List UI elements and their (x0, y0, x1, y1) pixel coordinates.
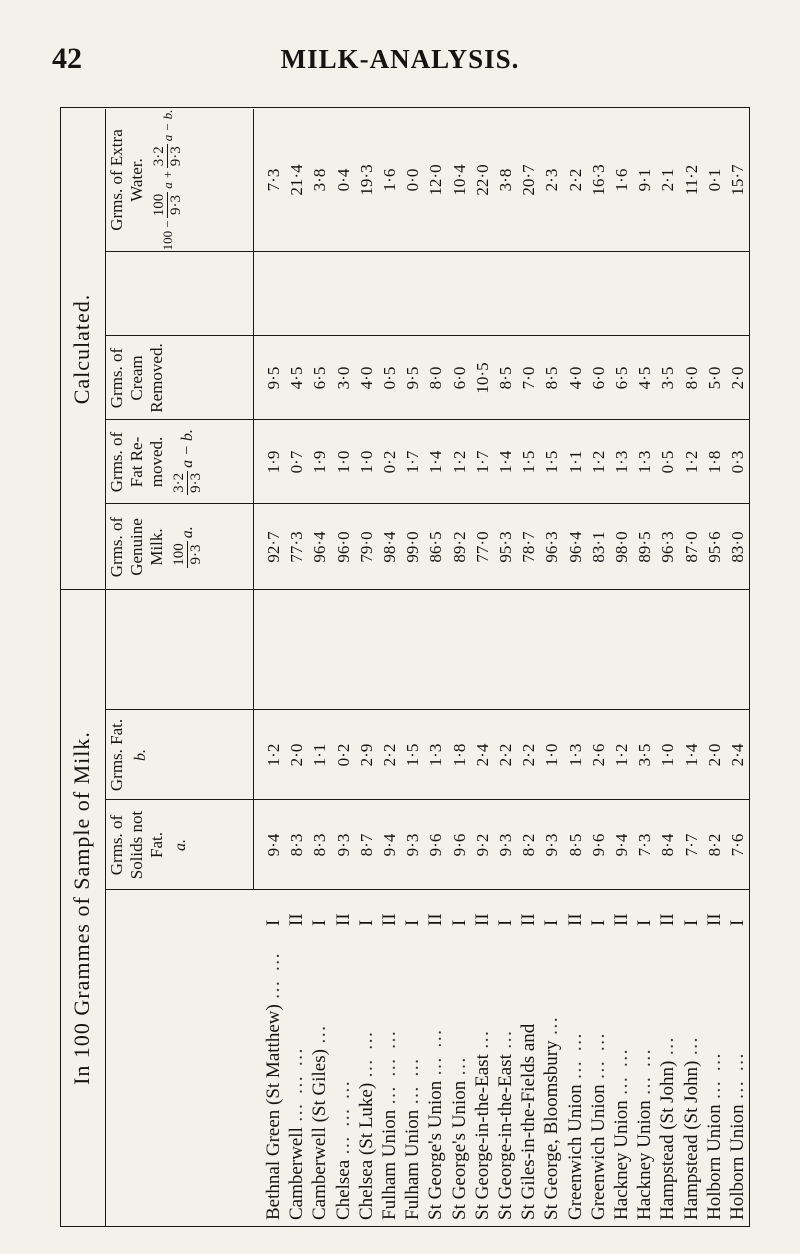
fat-value: 1·2 (612, 743, 631, 767)
genuine-milk-value: 99·0 (403, 531, 423, 563)
cream-removed-value: 6·0 (449, 366, 469, 390)
fat-value: 2·0 (287, 743, 307, 767)
district-name: Hampstead (St John) (657, 1060, 679, 1220)
fat-removed-value: 1·0 (333, 450, 353, 474)
solids-not-fat-value: 9·4 (264, 833, 283, 857)
cream-removed-value: 4·0 (356, 366, 376, 390)
fat-removed-value: 0·2 (380, 450, 399, 474)
fat-removed-value: 0·3 (728, 450, 747, 474)
table-row (679, 919, 705, 1220)
table-row (307, 919, 333, 1220)
fat-removed-value: 1·2 (588, 450, 608, 474)
table-row (655, 913, 681, 1220)
fat-removed-value: 1·8 (704, 450, 724, 474)
genuine-milk-value: 92·7 (264, 531, 283, 563)
genuine-milk-value: 95·6 (704, 531, 724, 563)
fat-removed-value: 1·2 (449, 450, 469, 474)
fat-removed-value: 1·7 (472, 450, 492, 474)
district-name: St George-in-the-East (495, 1054, 516, 1220)
district-name: Chelsea (St Luke) (355, 1082, 377, 1220)
district-name: St George's Union (425, 1080, 447, 1220)
cream-removed-value: 6·5 (310, 366, 330, 390)
page-number: 42 (52, 42, 82, 75)
cream-removed-value: 8·5 (496, 366, 515, 390)
district-name: Fulham Union (379, 1109, 400, 1220)
extra-water-value: 2·2 (565, 168, 585, 192)
fat-value: 2·0 (704, 743, 724, 767)
fat-value: 1·2 (264, 743, 283, 767)
solids-not-fat-value: 9·6 (588, 833, 608, 857)
milk-analysis-table (60, 107, 750, 1227)
table-row (586, 919, 612, 1220)
fat-value: 1·3 (426, 743, 446, 767)
leader-dots: … … (402, 1056, 424, 1105)
solids-not-fat-value: 8·3 (310, 833, 330, 857)
genuine-milk-value: 77·3 (287, 531, 307, 563)
genuine-milk-value: 96·4 (565, 531, 585, 563)
table-row (377, 913, 403, 1220)
solids-not-fat-value: 8·2 (519, 833, 539, 857)
fat-removed-value: 0·5 (658, 450, 678, 474)
header-fat: Grms. Fat. b. (107, 718, 149, 792)
table-row (400, 919, 426, 1220)
leader-dots: … (541, 1014, 563, 1036)
cream-removed-value: 5·0 (704, 366, 724, 390)
sample-mark: II (564, 913, 586, 926)
fat-removed-value: 1·3 (612, 450, 631, 474)
table-row (354, 919, 380, 1220)
district-name: Fulham Union (402, 1109, 424, 1220)
sample-mark: I (402, 919, 424, 926)
extra-water-value: 0·0 (403, 168, 423, 192)
sample-mark: II (611, 913, 632, 926)
genuine-milk-value: 86·5 (426, 531, 446, 563)
running-head: MILK-ANALYSIS. (280, 44, 520, 74)
leader-dots: … … (425, 1027, 447, 1077)
leader-dots: … … … (332, 1078, 354, 1156)
extra-water-value: 1·6 (380, 168, 399, 192)
extra-water-value: 21·4 (287, 164, 307, 196)
cream-removed-value: 0·5 (380, 366, 399, 390)
fat-value: 2·4 (728, 743, 747, 767)
cream-removed-value: 8·0 (426, 366, 446, 390)
solids-not-fat-value: 8·4 (658, 833, 678, 857)
sample-mark: II (425, 913, 447, 926)
fat-removed-value: 1·4 (426, 450, 446, 474)
header-solids-not-fat: Grms. of Solids not Fat. a. (107, 810, 189, 880)
sample-mark: I (495, 919, 516, 926)
fat-removed-value: 1·9 (310, 450, 330, 474)
fat-removed-value: 1·4 (496, 450, 515, 474)
fat-removed-value: 0·7 (287, 450, 307, 474)
solids-not-fat-value: 9·3 (542, 833, 562, 857)
solids-not-fat-value: 8·3 (287, 833, 307, 857)
district-name: St George-in-the-East (471, 1054, 493, 1220)
header-extra-water: Grms. of Extra Water. 100 − 100 9·3 a + 3·2 9·3 a − b. (107, 109, 184, 251)
solids-not-fat-value: 9·6 (426, 833, 446, 857)
sample-mark: I (541, 919, 563, 926)
extra-water-value: 11·2 (681, 164, 701, 196)
table-row (516, 913, 542, 1220)
district-name: Hampstead (St John) (680, 1060, 702, 1220)
extra-water-value: 20·7 (519, 164, 539, 196)
cream-removed-value: 9·5 (403, 366, 423, 390)
fat-value: 3·5 (635, 743, 655, 767)
extra-water-value: 10·4 (449, 164, 469, 196)
table-row (423, 913, 449, 1220)
leader-dots: … (448, 1055, 470, 1077)
extra-water-value: 3·8 (310, 168, 330, 192)
solids-not-fat-value: 8·7 (356, 833, 376, 857)
district-name: Greenwich Union (587, 1084, 609, 1220)
extra-water-value: 12·0 (426, 164, 446, 196)
leader-dots: … … (611, 1046, 632, 1096)
extra-water-value: 2·1 (658, 168, 678, 192)
fat-value: 1·8 (449, 743, 469, 767)
district-name: Hackney Union (611, 1100, 632, 1220)
fat-removed-value: 1·3 (635, 450, 655, 474)
extra-water-value: 19·3 (356, 164, 376, 196)
fat-value: 2·2 (519, 743, 539, 767)
table-row (632, 919, 658, 1220)
genuine-milk-value: 98·0 (612, 531, 631, 563)
extra-water-value: 16·3 (588, 164, 608, 196)
leader-dots: … … (263, 950, 284, 1000)
header-fat-removed: Grms. of Fat Re-moved. 3·2 9·3 a − b. (107, 429, 204, 493)
extra-water-value: 7·3 (264, 168, 283, 192)
solids-not-fat-value: 7·6 (728, 833, 747, 857)
leader-dots: … … (355, 1029, 377, 1079)
district-name: Camberwell (St Giles) (309, 1049, 331, 1220)
district-name: Hackney Union (634, 1100, 656, 1220)
fat-value: 1·0 (542, 743, 562, 767)
genuine-milk-value: 98·4 (380, 531, 399, 563)
extra-water-value: 0·1 (704, 168, 724, 192)
genuine-milk-value: 96·0 (333, 531, 353, 563)
fat-value: 1·3 (565, 743, 585, 767)
cream-removed-value: 4·5 (287, 366, 307, 390)
genuine-milk-value: 96·3 (658, 531, 678, 563)
fat-removed-value: 1·1 (565, 450, 585, 474)
fat-value: 1·1 (310, 743, 330, 767)
solids-not-fat-value: 9·3 (403, 833, 423, 857)
leader-dots: … … … (379, 1028, 400, 1105)
solids-not-fat-value: 9·4 (612, 833, 631, 857)
fat-value: 1·5 (403, 743, 423, 767)
leader-dots: … (471, 1028, 493, 1050)
leader-dots: … … (703, 1050, 725, 1100)
extra-water-value: 2·3 (542, 168, 562, 192)
cream-removed-value: 9·5 (264, 366, 283, 390)
table-row (609, 913, 635, 1220)
fat-value: 2·2 (380, 743, 399, 767)
solids-not-fat-value: 9·3 (496, 833, 515, 857)
table-row (284, 913, 310, 1220)
table-row (702, 913, 728, 1220)
genuine-milk-value: 83·1 (588, 531, 608, 563)
cream-removed-value: 3·0 (333, 366, 353, 390)
header-cream-removed: Grms. of Cream Removed. (107, 343, 166, 413)
section-milk-sample: In 100 Grammes of Sample of Milk. (69, 731, 94, 1085)
sample-mark: I (634, 919, 656, 926)
genuine-milk-value: 89·5 (635, 531, 655, 563)
fat-removed-value: 1·7 (403, 450, 423, 474)
cream-removed-value: 6·0 (588, 366, 608, 390)
genuine-milk-value: 89·2 (449, 531, 469, 563)
fat-value: 1·4 (681, 743, 701, 767)
sample-mark: I (680, 919, 702, 926)
fat-value: 0·2 (333, 743, 353, 767)
leader-dots: … … (727, 1050, 748, 1100)
sample-mark: II (332, 913, 354, 926)
leader-dots: … (657, 1034, 679, 1056)
leader-dots: … (309, 1023, 331, 1045)
table-row (725, 919, 751, 1220)
solids-not-fat-value: 8·5 (565, 833, 585, 857)
district-name: Holborn Union (703, 1104, 725, 1220)
district-name: Chelsea (332, 1159, 354, 1220)
fat-removed-value: 1·5 (542, 450, 562, 474)
fat-value: 1·0 (658, 743, 678, 767)
cream-removed-value: 8·5 (542, 366, 562, 390)
cream-removed-value: 2·0 (728, 366, 747, 390)
fat-removed-value: 1·5 (519, 450, 539, 474)
sample-mark: II (379, 913, 400, 926)
sample-mark: I (448, 919, 470, 926)
genuine-milk-value: 83·0 (728, 531, 747, 563)
sample-mark: II (703, 913, 725, 926)
genuine-milk-value: 95·3 (496, 531, 515, 563)
sample-mark: II (471, 913, 493, 926)
leader-dots: … … (634, 1046, 656, 1096)
sample-mark: I (587, 919, 609, 926)
sample-mark: I (309, 919, 331, 926)
district-name: St Giles-in-the-Fields and (518, 1023, 540, 1220)
leader-dots: … (495, 1028, 516, 1050)
table-row (563, 913, 589, 1220)
extra-water-value: 9·1 (635, 168, 655, 192)
cream-removed-value: 4·0 (565, 366, 585, 390)
cream-removed-value: 8·0 (681, 366, 701, 390)
leader-dots: … … … (286, 1045, 308, 1123)
sample-mark: I (355, 919, 377, 926)
cream-removed-value: 4·5 (635, 366, 655, 390)
cream-removed-value: 10·5 (472, 362, 492, 394)
extra-water-value: 0·4 (333, 168, 353, 192)
table-row (470, 913, 496, 1220)
fat-value: 2·2 (496, 743, 515, 767)
fat-removed-value: 1·0 (356, 450, 376, 474)
district-name: St George's Union (448, 1080, 470, 1220)
extra-water-value: 22·0 (472, 164, 492, 196)
sample-mark: II (518, 913, 540, 926)
fat-value: 2·6 (588, 743, 608, 767)
solids-not-fat-value: 7·7 (681, 833, 701, 857)
fat-removed-value: 1·9 (264, 450, 283, 474)
district-name: Bethnal Green (St Matthew) (263, 1004, 284, 1220)
fat-removed-value: 1·2 (681, 450, 701, 474)
sample-mark: II (286, 913, 308, 926)
genuine-milk-value: 87·0 (681, 531, 701, 563)
solids-not-fat-value: 9·2 (472, 833, 492, 857)
solids-not-fat-value: 9·4 (380, 833, 399, 857)
table-row (261, 919, 287, 1220)
genuine-milk-value: 96·3 (542, 531, 562, 563)
district-name: St George, Bloomsbury (541, 1040, 563, 1220)
district-name: Greenwich Union (564, 1084, 586, 1220)
cream-removed-value: 6·5 (612, 366, 631, 390)
solids-not-fat-value: 8·2 (704, 833, 724, 857)
sample-mark: II (657, 913, 679, 926)
section-calculated: Calculated. (69, 293, 94, 405)
fat-value: 2·4 (472, 743, 492, 767)
extra-water-value: 1·6 (612, 168, 631, 192)
table-row (331, 913, 357, 1220)
genuine-milk-value: 79·0 (356, 531, 376, 563)
genuine-milk-value: 96·4 (310, 531, 330, 563)
table-row (493, 919, 519, 1220)
sample-mark: I (263, 919, 284, 926)
genuine-milk-value: 78·7 (519, 531, 539, 563)
solids-not-fat-value: 9·3 (333, 833, 353, 857)
leader-dots: … … (587, 1030, 609, 1080)
fat-value: 2·9 (356, 743, 376, 767)
extra-water-value: 3·8 (496, 168, 515, 192)
cream-removed-value: 3·5 (658, 366, 678, 390)
district-name: Holborn Union (727, 1104, 748, 1220)
genuine-milk-value: 77·0 (472, 531, 492, 563)
table-row (539, 919, 565, 1220)
sample-mark: I (727, 919, 748, 926)
header-genuine-milk: Grms. of Genuine Milk. 100 9·3 a. (107, 516, 204, 578)
leader-dots: … (680, 1034, 702, 1056)
cream-removed-value: 7·0 (519, 366, 539, 390)
leader-dots: … … (564, 1030, 586, 1080)
table-row (447, 919, 473, 1220)
district-name: Camberwell (286, 1127, 308, 1220)
solids-not-fat-value: 9·6 (449, 833, 469, 857)
solids-not-fat-value: 7·3 (635, 833, 655, 857)
extra-water-value: 15·7 (728, 164, 747, 196)
